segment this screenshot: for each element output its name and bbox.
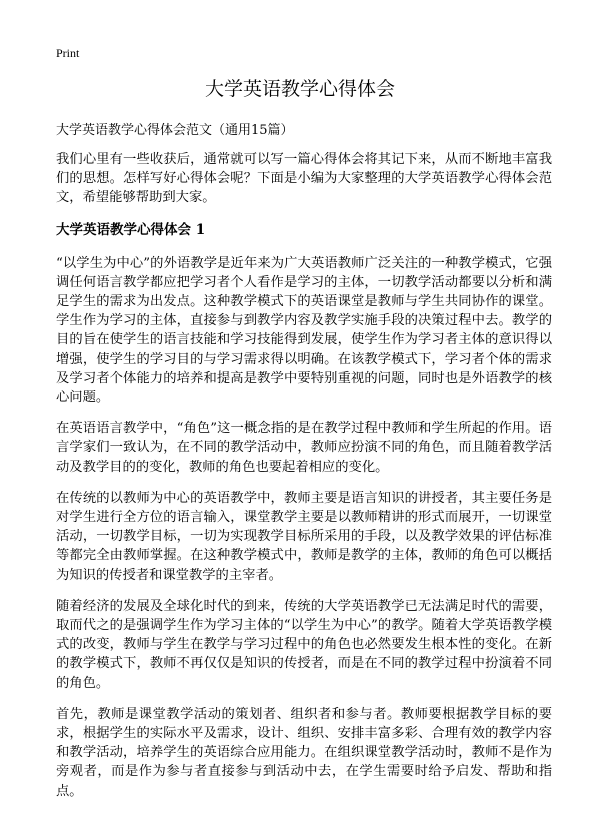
body-paragraph: 在传统的以教师为中心的英语教学中，教师主要是语言知识的讲授者，其主要任务是对学生进行全方位的语言输入，课堂教学主要是以教师精讲的形式而展开，一切课堂活动，一切教学目标，一切为实现教学目标所采用的手段，以及教学效果的评估标准等都完全由教师掌握。在这种教学模式中，教师是教学的主体，教师的角色可以概括为知识的传授者和课堂教学的主宰者。 [56,490,552,583]
body-paragraph: 随着经济的发展及全球化时代的到来，传统的大学英语教学已无法满足时代的需要，取而代之的是强调学生作为学习主体的“以学生为中心”的教学。随着大学英语教学模式的改变，教师与学生在教学与学习过程中的角色也必然要发生根本性的变化。在新的教学模式下，教师不再仅仅是知识的传授者，而是在不同的教学过程中扮演着不同的角色。 [56,598,552,691]
section-heading: 大学英语教学心得体会 1 [56,221,206,238]
article-subtitle: 大学英语教学心得体会范文（通用15篇） [56,123,294,138]
intro-paragraph: 我们心里有一些收获后，通常就可以写一篇心得体会将其记下来，从而不断地丰富我们的思想。怎样写好心得体会呢？下面是小编为大家整理的大学英语教学心得体会范文，希望能够帮助到大家。 [56,152,552,206]
article-body [56,150,552,813]
body-paragraph: 在英语语言教学中，“角色”这一概念指的是在教学过程中教师和学生所起的作用。语言学家们一致认为，在不同的教学活动中，教师应扮演不同的角色，而且随着教学活动及教学目的的变化，教师的角色也要起着相应的变化。 [56,421,552,475]
page-title: 大学英语教学心得体会 [204,78,395,100]
body-paragraph: 首先，教师是课堂教学活动的策划者、组织者和参与者。教师要根据教学目标的要求，根据学生的实际水平及需求，设计、组织、安排丰富多彩、合理有效的教学内容和教学活动，培养学生的英语综合应用能力。在组织课堂教学活动时，教师不是作为旁观者，而是作为参与者直接参与到活动中去，在学生需要时给予启发、帮助和指点。 [56,706,552,799]
print-link[interactable]: Print [56,46,80,60]
body-paragraph: “以学生为中心”的外语教学是近年来为广大英语教师广泛关注的一种教学模式，它强调任何语言教学都应把学习者个人看作是学习的主体，一切教学活动都要以分析和满足学生的需求为出发点。这种教学模式下的英语课堂是教师与学生共同协作的课堂。学生作为学习的主体，直接参与到教学内容及教学实施手段的决策过程中去。教学的目的旨在使学生的语言技能和学习技能得到发展，使学生作为学习者主体的意识得以增强，使学生的学习目的与学习需求得以明确。在该教学模式下，学习者个体的需求及学习者个体能力的培养和提高是教学中要特别重视的问题，同时也是外语教学的核心问题。 [56,255,552,406]
